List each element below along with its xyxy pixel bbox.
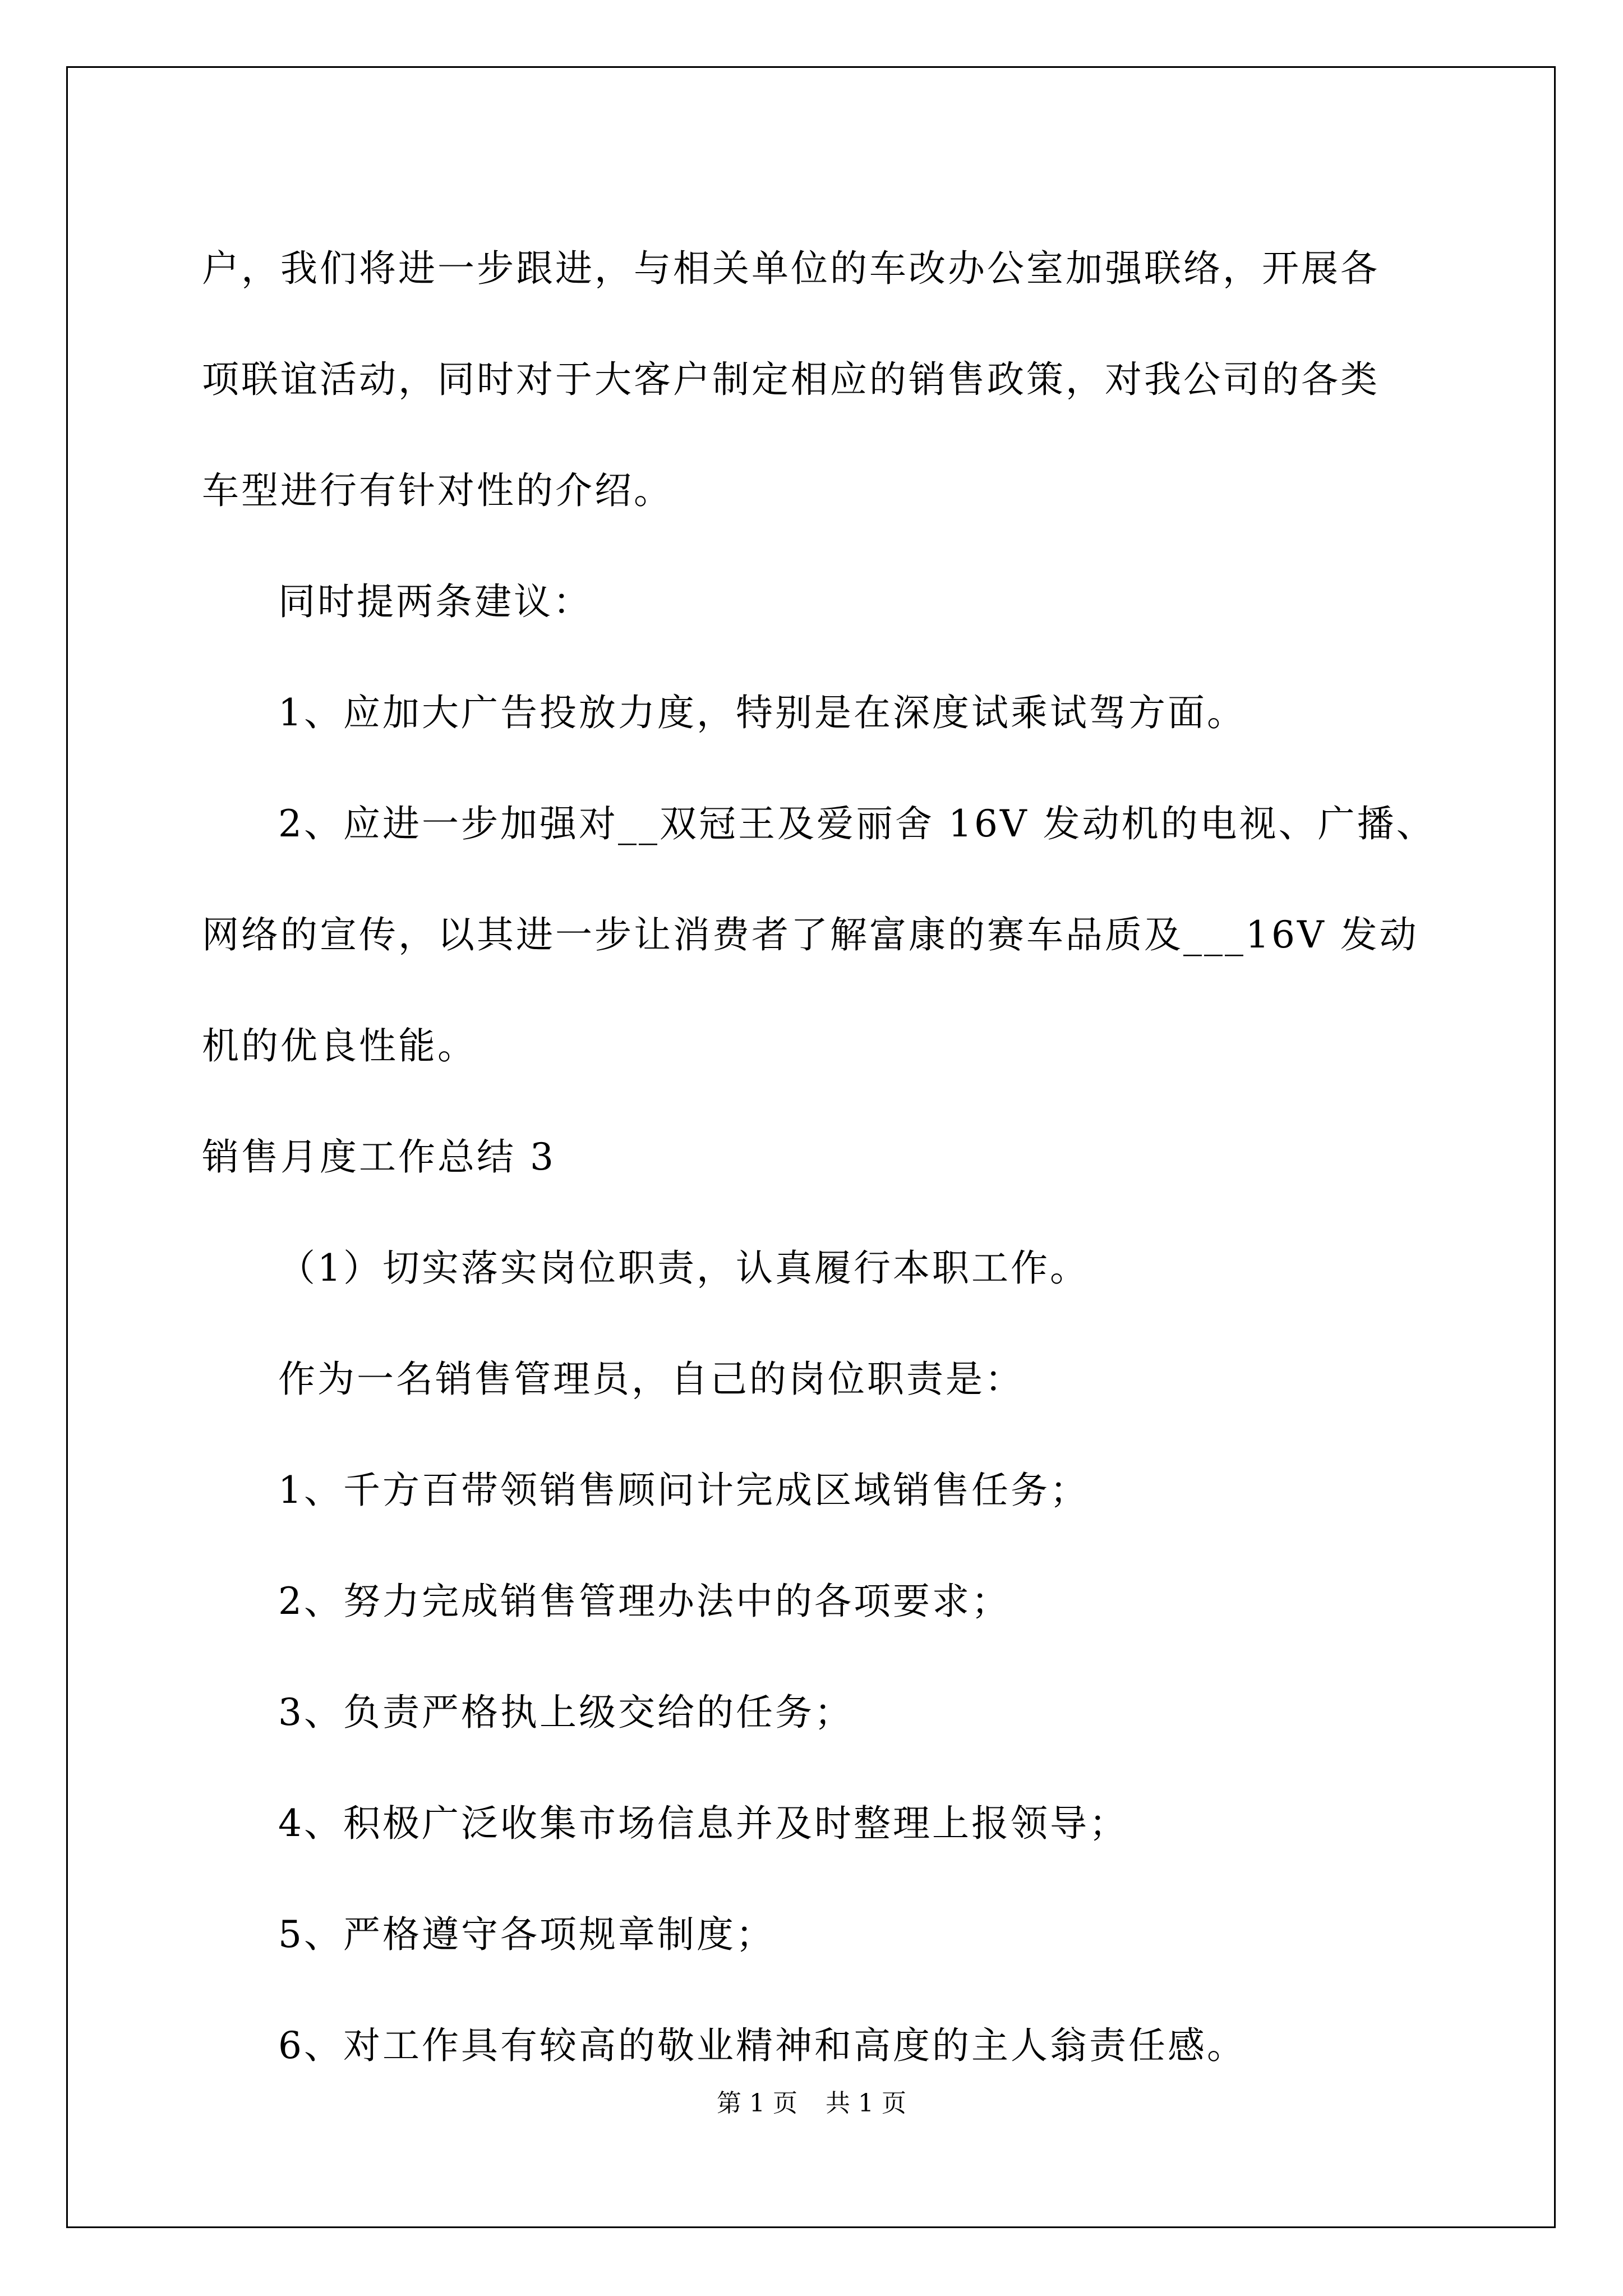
page-footer <box>0 2087 1623 2120</box>
text-line: 项联谊活动，同时对于大客户制定相应的销售政策，对我公司的各类 <box>202 358 1380 401</box>
text-line: 同时提两条建议： <box>278 580 592 623</box>
text-line: 机的优良性能。 <box>202 1024 477 1068</box>
text-line: 网络的宣传，以其进一步让消费者了解富康的赛车品质及___16V 发动 <box>202 913 1419 956</box>
page-total: 共 1 页 <box>826 2089 906 2118</box>
text-line: 2、应进一步加强对__双冠王及爱丽舍 16V 发动机的电视、广播、 <box>278 802 1436 845</box>
text-line: （1）切实落实岗位职责，认真履行本职工作。 <box>278 1246 1089 1290</box>
text-line: 1、应加大广告投放力度，特别是在深度试乘试驾方面。 <box>278 691 1246 734</box>
list-item: 6、对工作具有较高的敬业精神和高度的主人翁责任感。 <box>278 2024 1246 2067</box>
list-item: 3、负责严格执上级交给的任务； <box>278 1691 854 1734</box>
text-line: 车型进行有针对性的介绍。 <box>202 469 673 512</box>
list-item: 1、千方百带领销售顾问计完成区域销售任务； <box>278 1469 1089 1512</box>
section-heading: 销售月度工作总结 3 <box>202 1135 556 1179</box>
document-body <box>202 213 1436 2101</box>
list-item: 4、积极广泛收集市场信息并及时整理上报领导； <box>278 1802 1128 1845</box>
text-line: 作为一名销售管理员，自己的岗位职责是： <box>278 1358 1024 1401</box>
page-number: 第 1 页 <box>717 2089 797 2118</box>
list-item: 2、努力完成销售管理办法中的各项要求； <box>278 1580 1011 1623</box>
list-item: 5、严格遵守各项规章制度； <box>278 1913 775 1956</box>
text-line: 户，我们将进一步跟进，与相关单位的车改办公室加强联络，开展各 <box>202 247 1380 290</box>
